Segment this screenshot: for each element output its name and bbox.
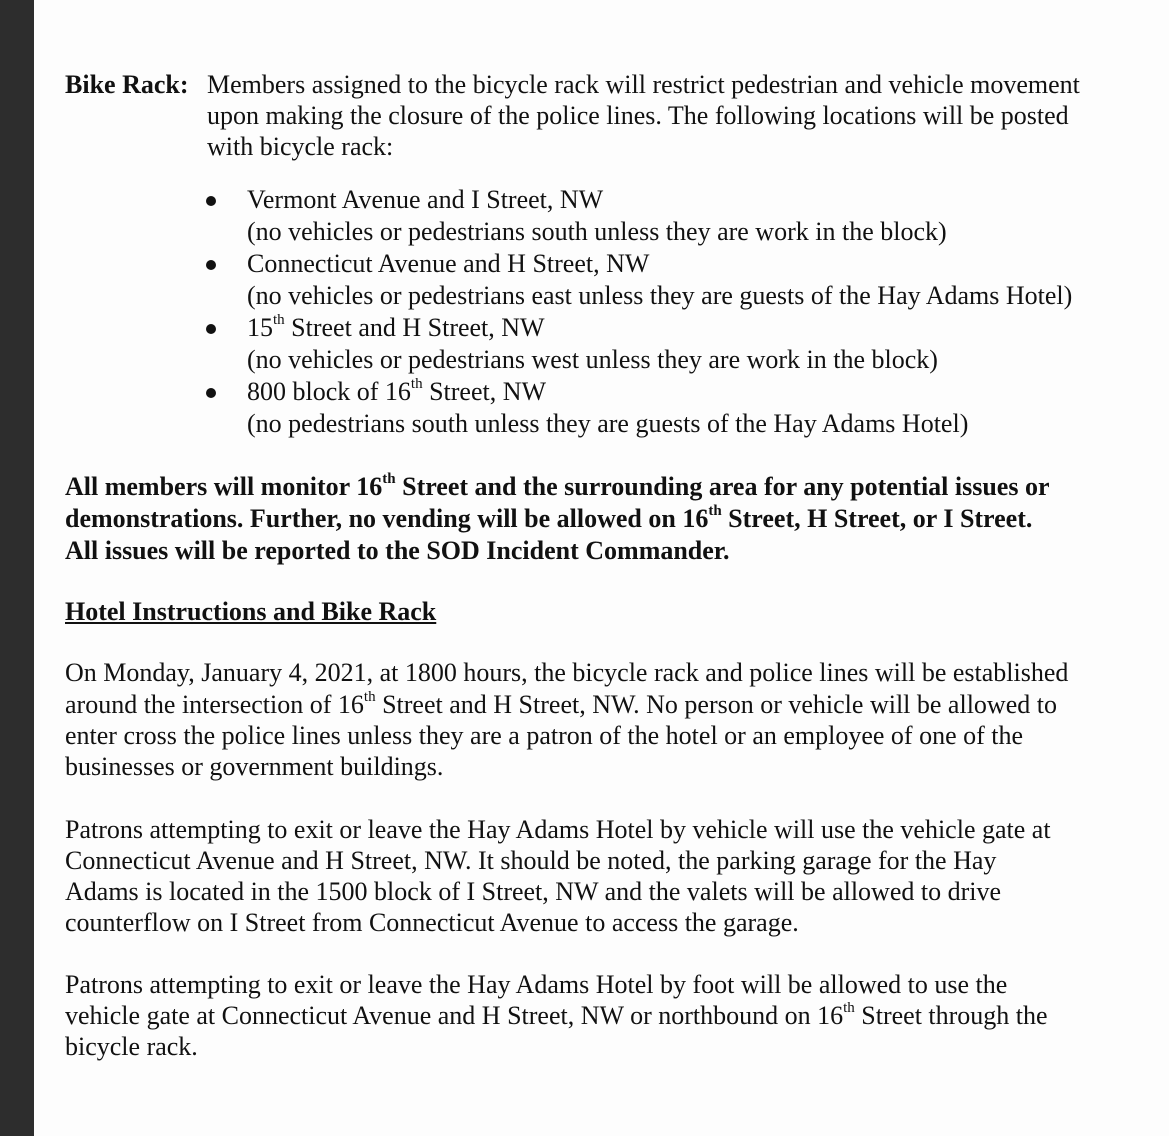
location-note-3: (no vehicles or pedestrians west unless they are work in the block)	[247, 345, 938, 374]
bike-rack-line-1: Members assigned to the bicycle rack will restrict pedestrian and vehicle movement	[207, 70, 1080, 99]
viewer-left-edge	[0, 0, 34, 1136]
bike-rack-line-3: with bicycle rack:	[207, 132, 394, 161]
hotel-p3-line-3: bicycle rack.	[65, 1032, 198, 1061]
bullet-icon	[206, 388, 216, 398]
hotel-p2-line-2: Connecticut Avenue and H Street, NW. It should be noted, the parking garage for the Hay	[65, 846, 997, 875]
hotel-p3-line-2-pre: vehicle gate at Connecticut Avenue and H Street, NW or northbound on 16	[65, 1001, 844, 1030]
location-note-2: (no vehicles or pedestrians east unless they are guests of the Hay Adams Hotel)	[247, 281, 1073, 310]
location-item-2	[247, 248, 649, 279]
bullet-icon	[206, 324, 216, 334]
location-item-1	[247, 184, 603, 215]
bullet-icon	[206, 196, 216, 206]
hotel-p1-line-2-post: Street and H Street, NW. No person or vehicle will be allowed to	[375, 690, 1057, 719]
ordinal-suffix: th	[382, 471, 396, 488]
location-name-pre: 15	[247, 313, 273, 342]
monitor-line-2-post: Street, H Street, or I Street.	[721, 504, 1033, 533]
hotel-p3-line-2-post: Street through the	[854, 1001, 1048, 1030]
hotel-p1-line-4: businesses or government buildings.	[65, 752, 444, 781]
location-note-1: (no vehicles or pedestrians south unless they are work in the block)	[247, 217, 947, 246]
hotel-p1-line-2	[65, 689, 1057, 720]
hotel-p1-line-1: On Monday, January 4, 2021, at 1800 hours, the bicycle rack and police lines will be established	[65, 658, 1069, 687]
location-name-post: Street and H Street, NW	[284, 313, 545, 342]
bike-rack-line-2: upon making the closure of the police lines. The following locations will be posted	[207, 101, 1069, 130]
document-page	[34, 0, 1169, 1136]
ordinal-suffix: th	[273, 312, 285, 329]
bullet-icon	[206, 260, 216, 270]
ordinal-suffix: th	[410, 376, 423, 393]
monitor-line-3: All issues will be reported to the SOD Incident Commander.	[65, 536, 730, 565]
hotel-p1-line-3: enter cross the police lines unless they are a patron of the hotel or an employee of one of the	[65, 721, 1024, 750]
location-name: Connecticut Avenue and H Street, NW	[247, 249, 650, 278]
hotel-p1-line-2-pre: around the intersection of 16	[65, 690, 364, 719]
monitor-line-1-pre: All members will monitor 16	[65, 472, 383, 501]
bike-rack-label: Bike Rack:	[65, 70, 189, 99]
hotel-p3-line-2	[65, 1000, 1048, 1031]
monitor-line-2-pre: demonstrations. Further, no vending will be allowed on 16	[65, 504, 709, 533]
ordinal-suffix: th	[363, 689, 376, 706]
ordinal-suffix: th	[843, 1000, 855, 1017]
section-heading: Hotel Instructions and Bike Rack	[65, 597, 437, 626]
location-item-4	[247, 376, 546, 407]
hotel-p3-line-1: Patrons attempting to exit or leave the Hay Adams Hotel by foot will be allowed to use the	[65, 970, 1008, 999]
location-name: Vermont Avenue and I Street, NW	[247, 185, 604, 214]
hotel-p2-line-3: Adams is located in the 1500 block of I Street, NW and the valets will be allowed to drive	[65, 877, 1002, 906]
monitor-line-2	[65, 503, 1032, 534]
hotel-p2-line-1: Patrons attempting to exit or leave the Hay Adams Hotel by vehicle will use the vehicle gate at	[65, 815, 1051, 844]
monitor-line-1-post: Street and the surrounding area for any potential issues or	[395, 472, 1050, 501]
location-name-pre: 800 block of 16	[247, 377, 411, 406]
location-note-4: (no pedestrians south unless they are guests of the Hay Adams Hotel)	[247, 409, 969, 438]
ordinal-suffix: th	[708, 503, 722, 520]
location-item-3	[247, 312, 545, 343]
location-name-post: Street, NW	[422, 377, 547, 406]
monitor-line-1	[65, 471, 1050, 502]
hotel-p2-line-4: counterflow on I Street from Connecticut Avenue to access the garage.	[65, 908, 799, 937]
